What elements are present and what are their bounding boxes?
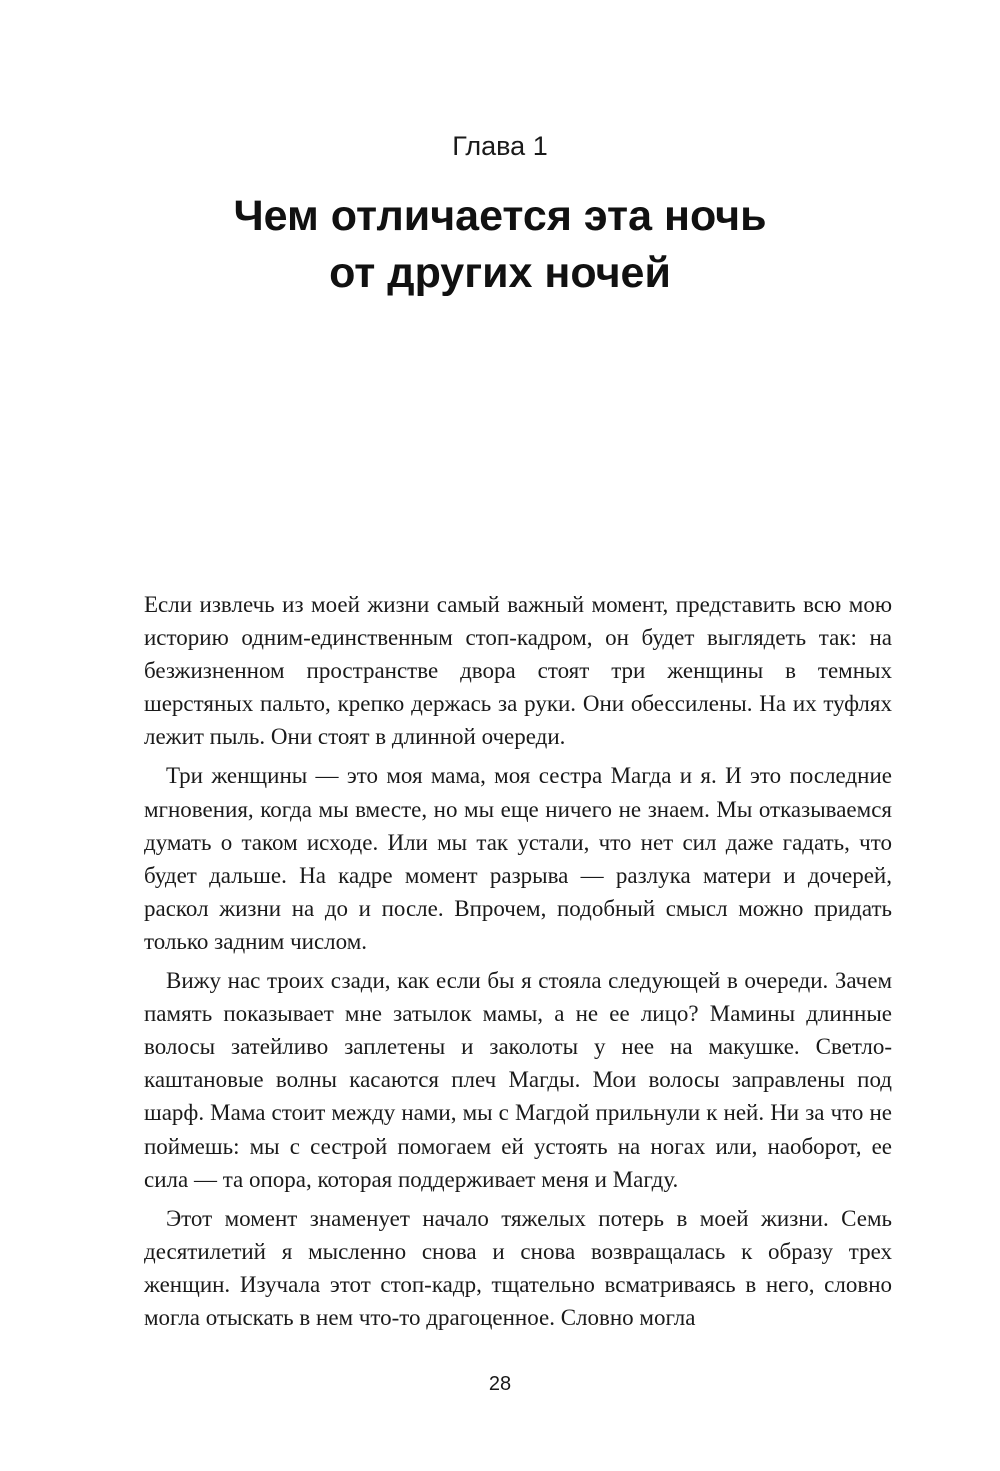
chapter-title: [0, 188, 1000, 302]
chapter-title-line-1: Чем отличается эта ночь: [233, 192, 767, 240]
chapter-body: [144, 588, 892, 1340]
chapter-label: Глава 1: [452, 131, 548, 161]
chapter-title-line-2: от других ночей: [329, 249, 671, 297]
page-number: 28: [488, 1373, 512, 1395]
paragraph-1: Если извлечь из моей жизни самый важный момент, представить всю мою историю одним-единственным стоп-кадром, он будет выглядеть так: на безжизненном пространстве двора стоят три женщины в темных шерстяных пальто, крепко держась за руки. Они обессилены. На их туфлях лежит пыль. Они стоят в длинной очереди.: [144, 592, 892, 750]
paragraph-3: Вижу нас троих сзади, как если бы я стояла следующей в очереди. Зачем память показывает мне затылок мамы, а не ее лицо? Мамины длинные волосы затейливо заплетены и заколоты у нее на макушке. Светло-каштановые волны касаются плеч Магды. Мои волосы заправлены под шарф. Мама стоит между нами, мы с Магдой прильнули к ней. Ни за что не поймешь: мы с сестрой помогаем ей устоять на ногах или, наоборот, ее сила — та опора, которая поддерживает меня и Магду.: [144, 968, 892, 1192]
paragraph-4: Этот момент знаменует начало тяжелых потерь в моей жизни. Семь десятилетий я мысленно снова и снова возвращалась к образу трех женщин. Изучала этот стоп-кадр, тщательно всматриваясь в него, словно могла отыскать в нем что-то драгоценное. Словно могла: [144, 1205, 892, 1330]
paragraph-2: Три женщины — это моя мама, моя сестра Магда и я. И это последние мгновения, когда мы вместе, но мы еще ничего не знаем. Мы отказываемся думать о таком исходе. Или мы так устали, что нет сил даже гадать, что будет дальше. На кадре момент разрыва — разлука матери и дочерей, раскол жизни на до и после. Впрочем, подобный смысл можно придать только задним числом.: [144, 763, 892, 954]
